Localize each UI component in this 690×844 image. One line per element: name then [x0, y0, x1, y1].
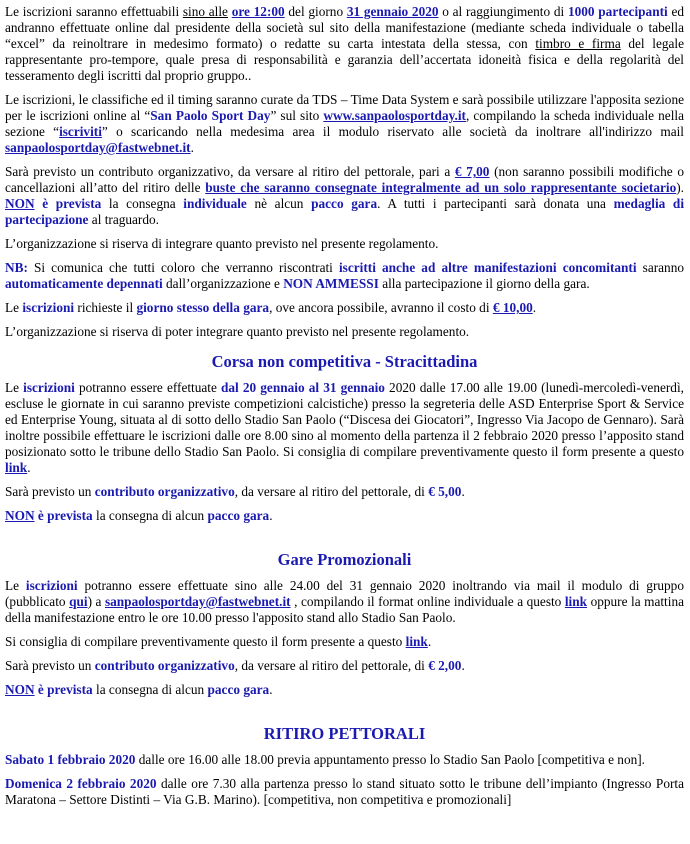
text-highlight: pacco gara	[207, 682, 270, 697]
text: Le	[5, 578, 26, 593]
text: Sarà previsto un contributo organizzativo, da versare al ritiro del pettorale, pari a	[5, 164, 455, 179]
text: nè alcun	[246, 196, 312, 211]
organization-note-paragraph-2: L’organizzazione si riserva di poter integrare quanto previsto nel presente regolamento.	[5, 324, 470, 339]
text: richieste il	[74, 300, 137, 315]
non-competitive-pack-paragraph	[5, 508, 684, 524]
fee-amount: € 7,00	[454, 164, 490, 179]
text: Sarà previsto un	[5, 658, 95, 673]
text: , da versare al ritiro del pettorale, di	[234, 484, 429, 499]
promotional-form-paragraph	[5, 634, 684, 650]
same-day-fee-paragraph	[5, 300, 684, 316]
section-title-bib-pickup: RITIRO PETTORALI	[263, 724, 426, 743]
text-highlight: NON AMMESSI	[283, 276, 379, 291]
online-registration-paragraph	[5, 92, 684, 156]
text-highlight: individuale	[183, 196, 247, 211]
section-title-promotional: Gare Promozionali	[277, 550, 412, 569]
text: la consegna	[101, 196, 184, 211]
fee-amount: € 2,00	[428, 658, 462, 673]
text-highlight: è prevista	[34, 682, 93, 697]
text: Si comunica che tutti coloro che verranno riscontrati	[27, 260, 339, 275]
text: o al raggiungimento di	[438, 4, 568, 19]
text: .	[461, 658, 465, 673]
text: .	[532, 300, 537, 315]
text-highlight: è prevista	[34, 196, 102, 211]
form-link[interactable]: link	[5, 460, 28, 475]
text: del giorno	[284, 4, 347, 19]
text-highlight: giorno stesso della gara	[136, 300, 270, 315]
text-highlight: NON	[5, 508, 35, 523]
text: del legale rappresentante pro-tempore, quale presa di responsabilità e garanzia dell’accertata idoneità fisica e della regolarità del tesseramento degli iscritti dal proprio gruppo..	[5, 36, 684, 83]
text-highlight: buste che saranno consegnate integralmente ad un solo rappresentante societario	[205, 180, 677, 195]
text: ed andranno effettuate online dal presidente della società sul sito della manifestazione (mediante scheda individuale o tabella “excel” da reinoltrare in medesimo formato) o redatte su carta intestata della stessa, con	[5, 4, 684, 51]
text: Le	[5, 380, 24, 395]
text: Le iscrizioni, le classifiche ed il timing saranno curate da TDS – Time Data System e sarà possibile utilizzare l'apposita sezione per le iscrizioni online al “	[5, 92, 684, 123]
text: oppure la mattina della manifestazione entro le ore 10.00 presso l'apposito stand allo Stadio San Paolo.	[5, 594, 684, 625]
text: , compilando il format online individuale a questo	[290, 594, 565, 609]
text: , da versare al ritiro del pettorale, di	[234, 658, 429, 673]
text: potranno essere effettuate sino alle 24.00 del 31 gennaio 2020 inoltrando via mail il modulo di gruppo (pubblicato	[5, 578, 684, 609]
website-link[interactable]: www.sanpaolosportday.it	[323, 108, 466, 123]
text: potranno essere effettuate	[74, 380, 222, 395]
promotional-registration-paragraph	[5, 578, 684, 626]
email-link[interactable]: sanpaolosportday@fastwebnet.it	[104, 594, 291, 609]
fee-paragraph	[5, 164, 684, 228]
pickup-date: Domenica 2 febbraio 2020	[5, 776, 157, 791]
section-title-non-competitive: Corsa non competitiva - Stracittadina	[211, 352, 478, 371]
text-underlined: timbro e firma	[535, 36, 621, 51]
iscriviti-link[interactable]: iscriviti	[59, 124, 102, 139]
text-highlight: dal 20 gennaio al 31 gennaio	[221, 380, 385, 395]
registration-deadline-paragraph	[5, 4, 684, 84]
text: .	[461, 484, 465, 499]
text: al traguardo.	[88, 212, 159, 227]
text: saranno	[636, 260, 685, 275]
text-highlight: è prevista	[34, 508, 93, 523]
text: , ove ancora possibile, avranno il costo di	[269, 300, 493, 315]
form-link[interactable]: link	[564, 594, 588, 609]
text: la consegna di alcun	[92, 682, 208, 697]
nb-label: NB:	[5, 260, 28, 275]
participant-limit: 1000 partecipanti	[567, 4, 668, 19]
text: .	[427, 634, 432, 649]
organization-note-paragraph: L’organizzazione si riserva di integrare quanto previsto nel presente regolamento.	[5, 236, 439, 251]
text: 2020 dalle 17.00 alle 19.00 (lunedì-mercoledì-venerdì, escluse le giornate in cui saranno previste competizioni calcistiche) presso la segreteria delle ASD Enterprise Sport & Service ed Enterprise Young, situata al di sotto dello Stadio San Paolo (“Discesa dei Giocatori”, Ingresso Via Jacopo de Gennaro). Sarà inoltre possibile effettuare le iscrizioni dalle ore 8.00 sino al momento della partenza il 2 febbraio 2020 presso l’apposito stand posizionato sotto le tribune dello Stadio San Paolo. Si consiglia di compilare preventivamente questo il form presente a questo	[5, 380, 684, 459]
text: ” o scaricando nella medesima area il modulo riservato alle società da inoltrare all'indirizzo mail	[101, 124, 684, 139]
pickup-sunday-paragraph	[5, 776, 684, 808]
text-highlight: iscritti anche ad altre manifestazioni concomitanti	[338, 260, 637, 275]
text: dalle ore 7.30 alla partenza presso lo stand situato sotto le tribune dell’impianto (Ingresso Porta Maratona – Settore Distinti – Via G.B. Marino). [competitiva, non competitiva e promozionali]	[5, 776, 684, 807]
text: ) a	[87, 594, 105, 609]
text-highlight: contributo organizzativo	[94, 658, 235, 673]
text: .	[269, 508, 273, 523]
text: .	[190, 140, 194, 155]
non-competitive-fee-paragraph	[5, 484, 684, 500]
text: Sarà previsto un	[5, 484, 95, 499]
event-name: San Paolo Sport Day	[150, 108, 271, 123]
text: .	[27, 460, 31, 475]
text: , compilando la scheda individuale nella sezione “	[5, 108, 684, 139]
text-highlight: NON	[5, 196, 35, 211]
text: . A tutti i partecipanti sarà donata una	[377, 196, 614, 211]
fee-amount: € 5,00	[428, 484, 462, 499]
text: (non saranno possibili modifiche o cancellazioni all’atto del ritiro delle	[5, 164, 684, 195]
text: dalle ore 16.00 alle 18.00 previa appuntamento presso lo Stadio San Paolo [competitiva e non].	[135, 752, 645, 767]
text-highlight: contributo organizzativo	[94, 484, 235, 499]
promotional-pack-paragraph	[5, 682, 684, 698]
nb-paragraph	[5, 260, 684, 292]
pickup-date: Sabato 1 febbraio 2020	[5, 752, 136, 767]
pickup-saturday-paragraph	[5, 752, 684, 768]
email-link[interactable]: sanpaolosportday@fastwebnet.it	[5, 140, 191, 155]
form-link[interactable]: link	[405, 634, 428, 649]
promotional-fee-paragraph	[5, 658, 684, 674]
qui-link[interactable]: qui	[69, 594, 88, 609]
fee-amount: € 10,00	[492, 300, 533, 315]
text: ” sul sito	[270, 108, 324, 123]
text: la consegna di alcun	[92, 508, 208, 523]
text: .	[269, 682, 273, 697]
deadline-date: 31 gennaio 2020	[346, 4, 439, 19]
text: dall’organizzazione e	[162, 276, 284, 291]
text-highlight: NON	[5, 682, 35, 697]
text-highlight: iscrizioni	[22, 300, 75, 315]
text-highlight: iscrizioni	[23, 380, 75, 395]
text: alla partecipazione il giorno della gara.	[378, 276, 590, 291]
text-highlight: medaglia di partecipazione	[5, 196, 685, 227]
text-highlight: pacco gara	[311, 196, 378, 211]
deadline-time: ore 12:00	[231, 4, 285, 19]
text-highlight: pacco gara	[207, 508, 270, 523]
text-underlined: sino alle	[182, 4, 228, 19]
text: Le iscrizioni saranno effettuabili	[5, 4, 183, 19]
text: ).	[676, 180, 684, 195]
text-highlight: automaticamente depennati	[5, 276, 163, 291]
text: Si consiglia di compilare preventivamente questo il form presente a questo	[5, 634, 406, 649]
text: Le	[5, 300, 23, 315]
non-competitive-registration-paragraph	[5, 380, 684, 476]
text-highlight: iscrizioni	[25, 578, 78, 593]
